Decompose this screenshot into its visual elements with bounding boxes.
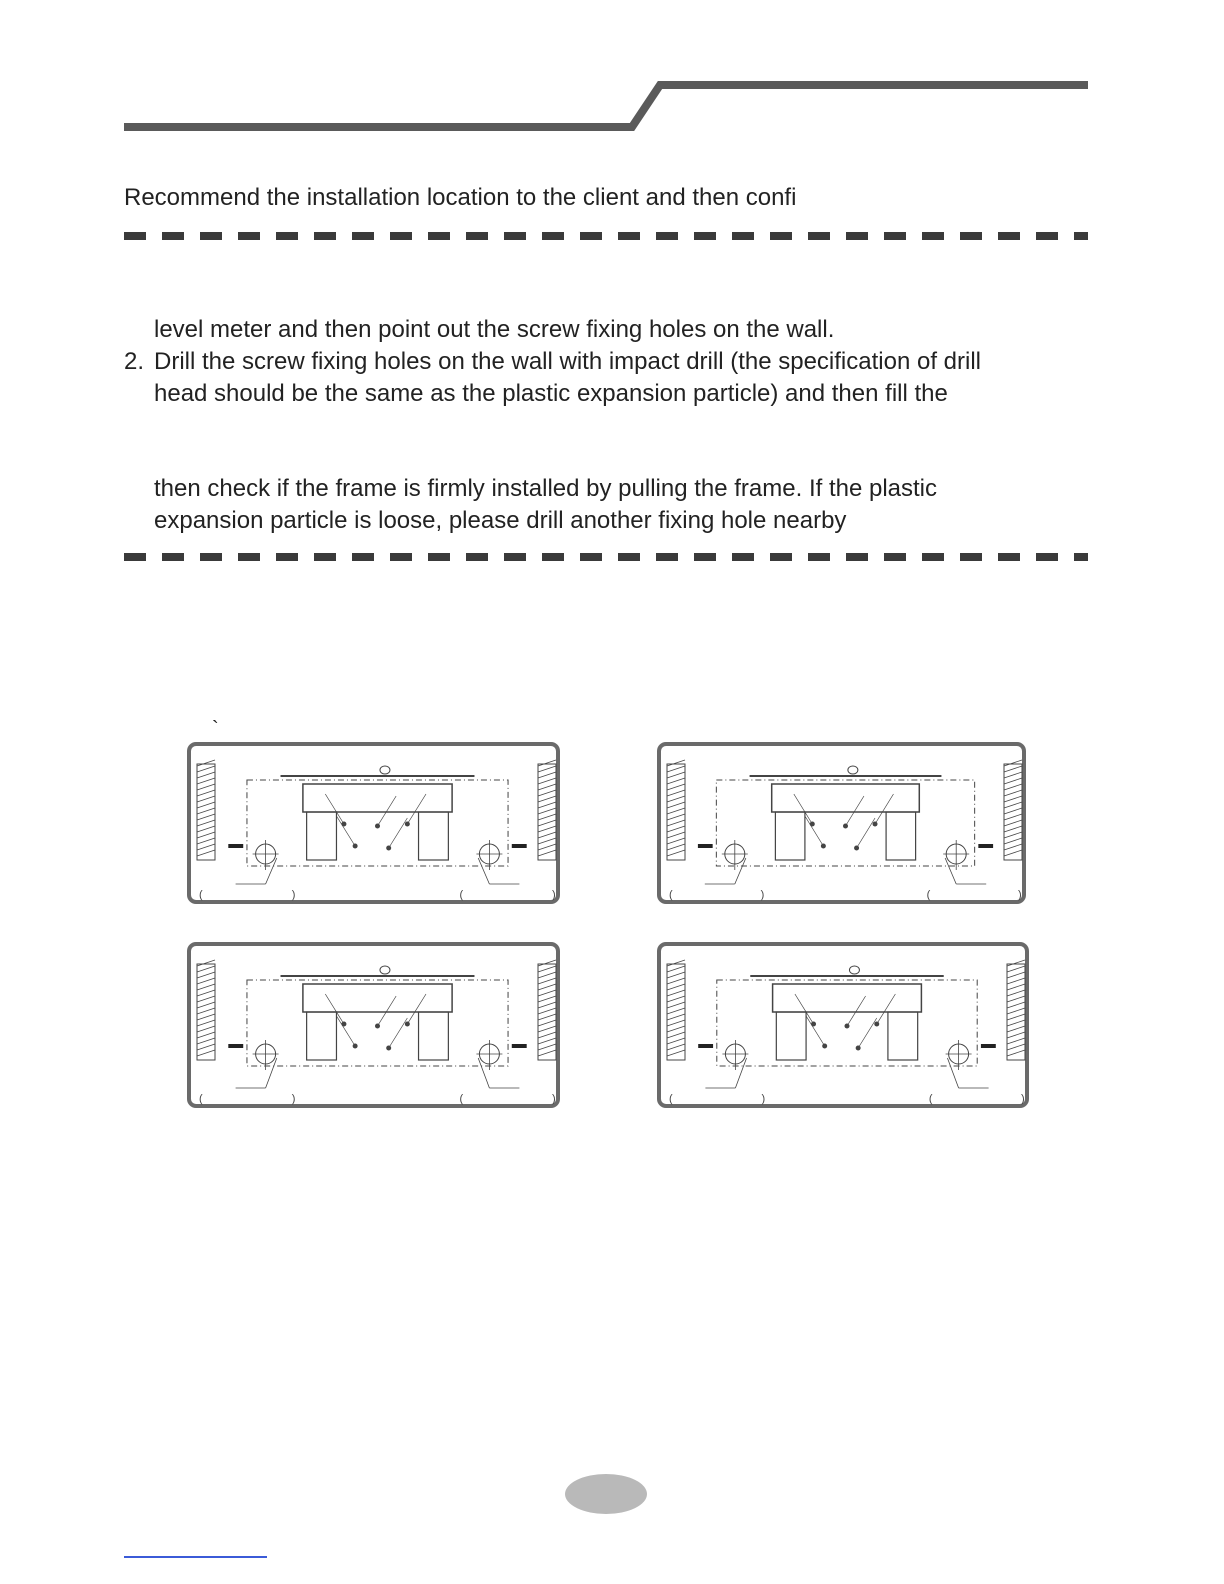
hatch-line (1004, 820, 1022, 826)
intro-text: Recommend the installation location to the client and then confi (124, 184, 797, 211)
hatch-line (538, 814, 556, 820)
wall-hatch-right (1004, 760, 1022, 860)
screw-leader (378, 796, 397, 826)
hatch-line (1007, 1050, 1025, 1056)
diagram-panel-1 (187, 742, 560, 904)
hatch-line (1007, 972, 1025, 978)
hatch-line (667, 796, 685, 802)
label-left-bracket: ( (199, 889, 203, 901)
frame-leg-right (886, 812, 916, 860)
hatch-line (1007, 978, 1025, 984)
hatch-line (667, 966, 685, 972)
footer-link-line (124, 1556, 267, 1558)
hatch-line (197, 1038, 215, 1044)
level-meter-icon (380, 766, 390, 774)
screw-leader (806, 1016, 825, 1046)
hatch-line (197, 978, 215, 984)
step-line-b: Drill the screw fixing holes on the wall with impact drill (the specification of drill (154, 348, 981, 375)
hatch-line (197, 772, 215, 778)
label-right-close: ) (1018, 889, 1022, 901)
hatch-line (197, 1020, 215, 1026)
mounting-plate (303, 984, 452, 1012)
hatch-line (197, 966, 215, 972)
mounting-frame-diagram (661, 746, 1030, 908)
hatch-line (667, 832, 685, 838)
screw-leader (858, 1018, 877, 1048)
label-left-close: ) (291, 889, 296, 901)
screw-leader (389, 818, 408, 848)
hatch-line (197, 1026, 215, 1032)
wall-hatch-left (667, 960, 685, 1060)
hatch-line (538, 1008, 556, 1014)
frame-leg-right (888, 1012, 918, 1060)
hatch-line (667, 960, 685, 966)
step-line-c: head should be the same as the plastic expansion particle) and then fill the (154, 380, 948, 407)
hatch-line (538, 838, 556, 844)
hatch-line (197, 814, 215, 820)
hatch-line (1007, 996, 1025, 1002)
level-meter-icon (380, 966, 390, 974)
hatch-line (1007, 1008, 1025, 1014)
hatch-line (667, 790, 685, 796)
hatch-line (197, 990, 215, 996)
level-meter-icon (849, 966, 859, 974)
unit-outline (247, 980, 508, 1066)
hatch-line (667, 766, 685, 772)
wall-outline (1004, 764, 1022, 860)
wall-hatch-left (197, 960, 215, 1060)
hatch-line (538, 1044, 556, 1050)
label-right-bracket: ( (928, 1093, 933, 1105)
frame-leg-right (419, 812, 449, 860)
hatch-line (1004, 796, 1022, 802)
hatch-line (667, 996, 685, 1002)
hatch-line (667, 802, 685, 808)
hatch-line (538, 1032, 556, 1038)
screw-leader (378, 996, 397, 1026)
wall-outline (197, 764, 215, 860)
hatch-line (538, 790, 556, 796)
hatch-line (538, 784, 556, 790)
hatch-line (538, 796, 556, 802)
hatch-line (1004, 808, 1022, 814)
hatch-line (1004, 766, 1022, 772)
wall-hatch-left (197, 760, 215, 860)
step-line-a: level meter and then point out the screw fixing holes on the wall. (154, 316, 835, 343)
frame-leg-left (776, 1012, 806, 1060)
hatch-line (197, 844, 215, 850)
screw-leader (875, 794, 893, 824)
mounting-frame-diagram (661, 946, 1033, 1112)
frame-leg-left (307, 1012, 337, 1060)
hatch-line (538, 1038, 556, 1044)
label-left-close: ) (761, 1093, 766, 1105)
hatch-line (197, 796, 215, 802)
unit-outline (717, 980, 977, 1066)
hatch-line (538, 1014, 556, 1020)
hatch-line (538, 984, 556, 990)
hatch-line (667, 972, 685, 978)
hatch-line (538, 1020, 556, 1026)
hatch-line (538, 832, 556, 838)
frame-leg-right (419, 1012, 449, 1060)
hatch-line (1004, 838, 1022, 844)
hatch-line (197, 790, 215, 796)
level-meter-icon (848, 766, 858, 774)
hatch-line (667, 1032, 685, 1038)
screw-leader (857, 818, 875, 848)
hatch-line (197, 820, 215, 826)
hatch-line (667, 990, 685, 996)
hatch-line (1004, 814, 1022, 820)
label-right-bracket: ( (459, 889, 464, 901)
hatch-line (538, 826, 556, 832)
hatch-line (1004, 826, 1022, 832)
hatch-line (538, 972, 556, 978)
tick-mark: ` (212, 718, 219, 740)
label-left-bracket: ( (199, 1093, 203, 1105)
screw-leader (336, 816, 355, 846)
hatch-line (667, 784, 685, 790)
hatch-line (197, 838, 215, 844)
hatch-line (1007, 984, 1025, 990)
hatch-line (538, 1002, 556, 1008)
hatch-line (667, 1026, 685, 1032)
hatch-line (538, 802, 556, 808)
label-left-close: ) (291, 1093, 296, 1105)
frame-leg-left (775, 812, 805, 860)
hatch-line (538, 772, 556, 778)
hatch-line (197, 1014, 215, 1020)
hatch-line (1004, 844, 1022, 850)
hatch-line (1007, 1020, 1025, 1026)
hatch-line (1007, 1038, 1025, 1044)
hatch-line (538, 960, 556, 966)
screw-leader (407, 994, 426, 1024)
hatch-line (667, 978, 685, 984)
screw-leader (325, 994, 344, 1024)
hatch-line (197, 1044, 215, 1050)
hatch-line (197, 778, 215, 784)
diagram-panel-4 (657, 942, 1029, 1108)
hatch-line (667, 1044, 685, 1050)
wall-hatch-right (1007, 960, 1025, 1060)
hatch-line (667, 778, 685, 784)
label-left-bracket: ( (669, 1093, 673, 1105)
hatch-line (667, 808, 685, 814)
hatch-line (197, 1032, 215, 1038)
hatch-line (538, 1050, 556, 1056)
hatch-line (1004, 850, 1022, 856)
hatch-line (667, 826, 685, 832)
label-left-close: ) (760, 889, 765, 901)
label-left-bracket: ( (669, 889, 673, 901)
hatch-line (197, 766, 215, 772)
hatch-line (197, 1050, 215, 1056)
hatch-line (197, 996, 215, 1002)
diagram-panel-2 (657, 742, 1026, 904)
screw-leader (846, 796, 864, 826)
dashed-divider-top (124, 232, 1088, 240)
hatch-line (667, 820, 685, 826)
screw-leader (407, 794, 426, 824)
step-2-number: 2. (124, 348, 145, 375)
screw-leader (847, 996, 866, 1026)
screw-leader (336, 1016, 355, 1046)
hatch-line (1007, 966, 1025, 972)
label-right-close: ) (1021, 1093, 1025, 1105)
hatch-line (538, 996, 556, 1002)
hatch-line (538, 966, 556, 972)
hatch-line (197, 826, 215, 832)
hatch-line (538, 778, 556, 784)
screw-leader (325, 794, 344, 824)
hatch-line (197, 1002, 215, 1008)
label-right-bracket: ( (926, 889, 931, 901)
hatch-line (1007, 1026, 1025, 1032)
hatch-line (538, 766, 556, 772)
frame-leg-left (307, 812, 337, 860)
hatch-line (667, 1002, 685, 1008)
unit-outline (247, 780, 508, 866)
hatch-line (1004, 832, 1022, 838)
screw-leader (389, 1018, 408, 1048)
hatch-line (667, 1020, 685, 1026)
hatch-line (1004, 778, 1022, 784)
hatch-line (197, 802, 215, 808)
hatch-line (197, 760, 215, 766)
wall-outline (667, 964, 685, 1060)
mounting-frame-diagram (191, 746, 564, 908)
hatch-line (667, 760, 685, 766)
step-line-e: expansion particle is loose, please drill another fixing hole nearby (154, 507, 847, 534)
label-right-bracket: ( (459, 1093, 464, 1105)
hatch-line (197, 960, 215, 966)
hatch-line (667, 772, 685, 778)
hatch-line (197, 808, 215, 814)
unit-outline (716, 780, 974, 866)
label-right-close: ) (552, 1093, 556, 1105)
wall-outline (538, 964, 556, 1060)
hatch-line (538, 808, 556, 814)
mounting-plate (773, 984, 922, 1012)
wall-outline (538, 764, 556, 860)
hatch-line (197, 832, 215, 838)
hatch-line (667, 838, 685, 844)
header-bar (0, 0, 1224, 140)
hatch-line (1007, 960, 1025, 966)
hatch-line (667, 850, 685, 856)
hatch-line (1004, 802, 1022, 808)
wall-hatch-left (667, 760, 685, 860)
hatch-line (1004, 772, 1022, 778)
dashed-divider-bottom (124, 553, 1088, 561)
wall-hatch-right (538, 960, 556, 1060)
mounting-plate (303, 784, 452, 812)
wall-outline (1007, 964, 1025, 1060)
hatch-line (667, 984, 685, 990)
wall-hatch-right (538, 760, 556, 860)
hatch-line (667, 844, 685, 850)
hatch-line (1004, 784, 1022, 790)
hatch-line (197, 984, 215, 990)
hatch-line (1004, 790, 1022, 796)
hatch-line (538, 760, 556, 766)
screw-leader (805, 816, 823, 846)
hatch-line (1007, 1014, 1025, 1020)
page-number-badge (565, 1474, 647, 1514)
hatch-line (1007, 1044, 1025, 1050)
hatch-line (667, 1014, 685, 1020)
hatch-line (538, 978, 556, 984)
hatch-line (1004, 760, 1022, 766)
hatch-line (1007, 990, 1025, 996)
hatch-line (538, 850, 556, 856)
hatch-line (538, 820, 556, 826)
step-line-d: then check if the frame is firmly installed by pulling the frame. If the plastic (154, 475, 938, 502)
screw-leader (877, 994, 896, 1024)
label-right-close: ) (552, 889, 556, 901)
hatch-line (538, 844, 556, 850)
hatch-line (1007, 1032, 1025, 1038)
hatch-line (667, 1038, 685, 1044)
hatch-line (538, 1026, 556, 1032)
mounting-frame-diagram (191, 946, 564, 1112)
hatch-line (538, 990, 556, 996)
wall-outline (197, 964, 215, 1060)
mounting-plate (772, 784, 920, 812)
hatch-line (667, 1050, 685, 1056)
hatch-line (197, 1008, 215, 1014)
wall-outline (667, 764, 685, 860)
hatch-line (667, 1008, 685, 1014)
hatch-line (1007, 1002, 1025, 1008)
hatch-line (197, 972, 215, 978)
screw-leader (794, 794, 812, 824)
hatch-line (667, 814, 685, 820)
screw-leader (795, 994, 814, 1024)
diagram-panel-3 (187, 942, 560, 1108)
hatch-line (197, 784, 215, 790)
hatch-line (197, 850, 215, 856)
